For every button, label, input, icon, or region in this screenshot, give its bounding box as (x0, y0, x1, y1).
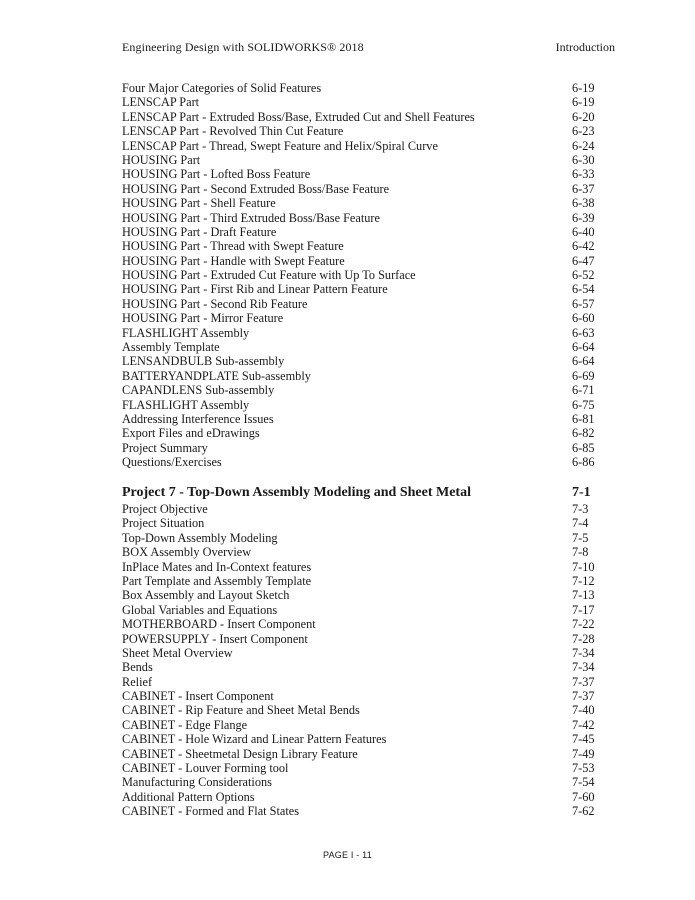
toc-entry-page: 6-60 (572, 311, 595, 326)
toc-entry (122, 718, 596, 732)
toc-entry (122, 110, 596, 124)
toc-entry (122, 211, 596, 225)
toc-entry (122, 646, 596, 660)
toc-entry (122, 311, 596, 325)
toc-entry (122, 675, 596, 689)
toc-entry (122, 398, 596, 412)
toc-entry-title: POWERSUPPLY - Insert Component (122, 631, 308, 646)
toc-entry-title: HOUSING Part - Handle with Swept Feature (122, 253, 345, 268)
toc-entry (122, 455, 596, 469)
toc-entry-page: 7-5 (572, 530, 589, 545)
toc-entry-title: HOUSING Part - Lofted Boss Feature (122, 167, 311, 182)
toc-entry-title: FLASHLIGHT Assembly (122, 325, 250, 340)
toc-entry-page: 7-54 (572, 775, 595, 790)
toc-entry (122, 747, 596, 761)
toc-entry-page: 7-13 (572, 588, 595, 603)
toc-entry (122, 545, 596, 559)
toc-entry-page: 7-40 (572, 703, 595, 718)
toc-entry-page: 6-20 (572, 109, 595, 124)
toc-entry (122, 95, 596, 109)
toc-entry (122, 412, 596, 426)
toc-entry-title: LENSCAP Part - Thread, Swept Feature and Helix/Spiral Curve (122, 138, 438, 153)
toc-entry (122, 225, 596, 239)
toc-entry (122, 775, 596, 789)
toc-entry-page: 7-53 (572, 761, 595, 776)
toc-entry-title: LENSANDBULB Sub-assembly (122, 354, 285, 369)
toc-entry-page: 6-64 (572, 340, 595, 355)
toc-entry (122, 560, 596, 574)
toc-entry-title: HOUSING Part (122, 152, 201, 167)
toc-entry-title: Manufacturing Considerations (122, 775, 272, 790)
project-heading-title: Project 7 - Top-Down Assembly Modeling and Sheet Metal (122, 485, 471, 500)
toc-entry (122, 268, 596, 282)
toc-entry-title: HOUSING Part - Extruded Cut Feature with Up To Surface (122, 268, 416, 283)
toc-entry (122, 531, 596, 545)
toc-list-project-6 (122, 81, 596, 470)
toc-entry (122, 196, 596, 210)
toc-entry-title: Project Situation (122, 516, 205, 531)
toc-entry-title: Box Assembly and Layout Sketch (122, 588, 290, 603)
toc-entry (122, 732, 596, 746)
toc-entry-page: 7-10 (572, 559, 595, 574)
toc-entry-page: 6-52 (572, 268, 595, 283)
toc-entry (122, 282, 596, 296)
toc-entry-page: 6-81 (572, 411, 595, 426)
toc-entry-page: 6-54 (572, 282, 595, 297)
toc-entry-title: HOUSING Part - Second Rib Feature (122, 296, 308, 311)
toc-entry-title: Assembly Template (122, 340, 220, 355)
toc-entry-page: 7-22 (572, 617, 595, 632)
toc-entry-page: 7-34 (572, 660, 595, 675)
toc-entry (122, 340, 596, 354)
toc-entry (122, 124, 596, 138)
toc-entry (122, 369, 596, 383)
toc-entry (122, 441, 596, 455)
toc-entry-page: 6-39 (572, 210, 595, 225)
toc-entry (122, 574, 596, 588)
toc-entry (122, 182, 596, 196)
toc-entry-page: 6-85 (572, 440, 595, 455)
toc-entry (122, 761, 596, 775)
toc-entry-page: 7-34 (572, 645, 595, 660)
toc-entry-page: 6-75 (572, 397, 595, 412)
toc-entry-page: 7-12 (572, 573, 595, 588)
toc-entry (122, 167, 596, 181)
toc-entry-title: CABINET - Edge Flange (122, 717, 248, 732)
toc-entry-title: CABINET - Formed and Flat States (122, 804, 300, 819)
toc-entry-title: MOTHERBOARD - Insert Component (122, 617, 316, 632)
toc-entry-title: Export Files and eDrawings (122, 426, 260, 441)
toc-entry-title: InPlace Mates and In-Context features (122, 559, 312, 574)
toc-entry-page: 6-42 (572, 239, 595, 254)
page-number: PAGE I - 11 (323, 850, 372, 860)
toc-entry-page: 7-45 (572, 732, 595, 747)
toc-entry-title: Addressing Interference Issues (122, 411, 274, 426)
project-heading-page: 7-1 (572, 485, 591, 500)
toc-entry-title: HOUSING Part - Third Extruded Boss/Base Feature (122, 210, 380, 225)
toc-entry-page: 6-47 (572, 253, 595, 268)
toc-entry-title: Questions/Exercises (122, 455, 222, 470)
toc-entry-title: HOUSING Part - Shell Feature (122, 196, 276, 211)
toc-entry (122, 617, 596, 631)
toc-entry (122, 81, 596, 95)
toc-entry-page: 7-8 (572, 545, 589, 560)
toc-entry-page: 6-86 (572, 455, 595, 470)
toc-entry-title: BOX Assembly Overview (122, 545, 252, 560)
book-title: Engineering Design with SOLIDWORKS® 2018 (122, 40, 364, 54)
toc-entry-page: 6-19 (572, 81, 595, 95)
toc-entry (122, 426, 596, 440)
toc-entry-title: Part Template and Assembly Template (122, 573, 312, 588)
toc-entry-title: Project Objective (122, 502, 208, 516)
toc-entry-title: Four Major Categories of Solid Features (122, 81, 322, 95)
toc-entry-page: 6-69 (572, 368, 595, 383)
toc-entry (122, 254, 596, 268)
toc-entry-title: HOUSING Part - Second Extruded Boss/Base Feature (122, 181, 390, 196)
toc-entry (122, 139, 596, 153)
toc-entry-page: 6-63 (572, 325, 595, 340)
toc-entry-title: LENSCAP Part - Revolved Thin Cut Feature (122, 124, 344, 139)
toc-entry-page: 6-19 (572, 95, 595, 110)
toc-entry-page: 7-62 (572, 804, 595, 819)
toc-entry-page: 7-3 (572, 502, 589, 516)
toc-entry-page: 6-57 (572, 296, 595, 311)
toc-entry-title: LENSCAP Part (122, 95, 200, 110)
toc-entry (122, 689, 596, 703)
toc-entry (122, 516, 596, 530)
toc-entry-title: Bends (122, 660, 153, 675)
toc-entry-title: Additional Pattern Options (122, 789, 255, 804)
toc-entry-title: CABINET - Rip Feature and Sheet Metal Bends (122, 703, 360, 718)
toc-entry-page: 6-82 (572, 426, 595, 441)
toc-entry-title: CABINET - Hole Wizard and Linear Pattern Features (122, 732, 387, 747)
toc-entry-page: 6-33 (572, 167, 595, 182)
toc-entry-page: 7-42 (572, 717, 595, 732)
toc-entry-title: CABINET - Sheetmetal Design Library Feature (122, 746, 358, 761)
toc-entry (122, 383, 596, 397)
toc-entry-title: LENSCAP Part - Extruded Boss/Base, Extruded Cut and Shell Features (122, 109, 475, 124)
toc-entry-page: 7-17 (572, 602, 595, 617)
toc-entry-page: 7-28 (572, 631, 595, 646)
toc-entry-page: 6-40 (572, 224, 595, 239)
toc-entry (122, 354, 596, 368)
toc-entry (122, 239, 596, 253)
toc-entry-page: 6-30 (572, 152, 595, 167)
toc-entry (122, 703, 596, 717)
project-heading (122, 484, 596, 502)
toc-entry-page: 7-4 (572, 516, 589, 531)
toc-entry-page: 7-37 (572, 674, 595, 689)
toc-entry-page: 6-37 (572, 181, 595, 196)
toc-entry (122, 632, 596, 646)
toc-entry-page: 6-24 (572, 138, 595, 153)
toc-entry-title: CABINET - Louver Forming tool (122, 761, 289, 776)
toc-entry-title: HOUSING Part - First Rib and Linear Pattern Feature (122, 282, 388, 297)
toc-entry-title: CAPANDLENS Sub-assembly (122, 383, 275, 398)
toc-entry-title: BATTERYANDPLATE Sub-assembly (122, 368, 311, 383)
toc-entry-page: 7-37 (572, 689, 595, 704)
toc-entry (122, 326, 596, 340)
section-title: Introduction (555, 40, 615, 54)
toc-entry (122, 153, 596, 167)
toc-entry-title: HOUSING Part - Thread with Swept Feature (122, 239, 344, 254)
toc-entry-title: HOUSING Part - Mirror Feature (122, 311, 284, 326)
toc-entry-page: 6-23 (572, 124, 595, 139)
toc-entry (122, 790, 596, 804)
toc-entry (122, 502, 596, 516)
toc-entry-page: 6-38 (572, 196, 595, 211)
toc-entry-title: Sheet Metal Overview (122, 645, 233, 660)
toc-entry-title: Project Summary (122, 440, 208, 455)
toc-entry (122, 588, 596, 602)
toc-entry-title: Relief (122, 674, 153, 689)
toc-entry-page: 6-64 (572, 354, 595, 369)
toc-entry (122, 804, 596, 818)
toc-list-project-7 (122, 484, 596, 819)
toc-entry-title: Top-Down Assembly Modeling (122, 530, 278, 545)
toc-entry (122, 660, 596, 674)
toc-entry (122, 603, 596, 617)
toc-entry-page: 6-71 (572, 383, 595, 398)
toc-entry-page: 7-60 (572, 789, 595, 804)
toc-entry-page: 7-49 (572, 746, 595, 761)
toc-entry-title: FLASHLIGHT Assembly (122, 397, 250, 412)
toc-entry (122, 297, 596, 311)
toc-entry-title: Global Variables and Equations (122, 602, 278, 617)
toc-entry-title: HOUSING Part - Draft Feature (122, 224, 277, 239)
toc-entry-title: CABINET - Insert Component (122, 689, 274, 704)
